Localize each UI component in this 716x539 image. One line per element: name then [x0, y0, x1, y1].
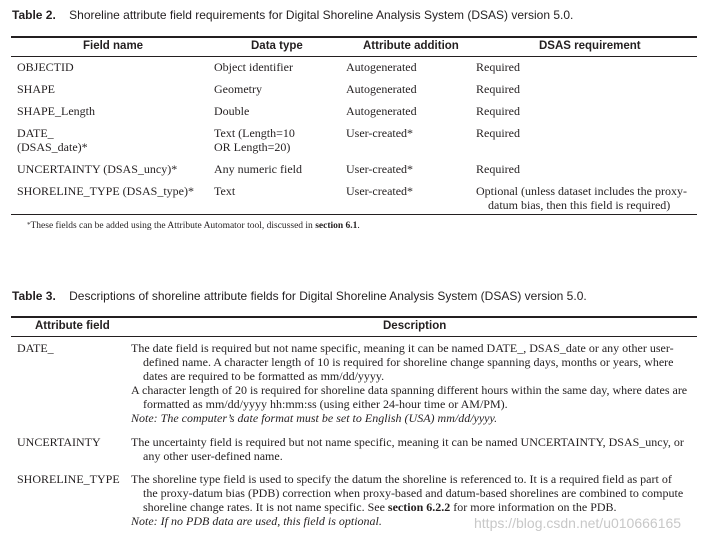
desc-note: Note: The computer’s date format must be set to English (USA) mm/dd/yyyy.: [131, 411, 498, 425]
desc-line: The date field is required but not name specific, meaning it can be named DATE_, DSAS_date or any other user-: [131, 341, 674, 355]
table3-field-uncertainty: UNCERTAINTY: [17, 435, 101, 449]
footnote-mark: *: [27, 221, 31, 229]
table3-header-attribute-field: Attribute field: [35, 320, 110, 332]
table2-cell: Optional (unless dataset includes the proxy-: [476, 184, 687, 198]
table2-title: Shoreline attribute field requirements for Digital Shoreline Analysis System (DSAS) version 5.0.: [69, 8, 574, 22]
table2-label: Table 2.: [12, 8, 56, 22]
table2-cell: (DSAS_date)*: [17, 140, 88, 154]
table2-cell: Autogenerated: [346, 82, 417, 96]
table2-cell: User-created*: [346, 162, 414, 176]
table2-cell: Required: [476, 104, 520, 118]
desc-line: formatted as mm/dd/yyyy hh:mm:ss (using either 24-hour time or AM/PM).: [143, 397, 508, 411]
table2-cell: Text (Length=10: [214, 126, 295, 140]
table3-caption: [12, 289, 587, 303]
table2-cell: SHAPE: [17, 82, 56, 96]
table3-title: Descriptions of shoreline attribute fields for Digital Shoreline Analysis System (DSAS) version 5.0.: [69, 289, 587, 303]
table2-cell: Required: [476, 162, 520, 176]
table2-cell: SHORELINE_TYPE (DSAS_type)*: [17, 184, 194, 198]
footnote-end: .: [357, 221, 360, 231]
table2-cell: Required: [476, 60, 520, 74]
watermark-url: https://blog.csdn.net/u010666165: [474, 515, 682, 531]
table2-cell: Autogenerated: [346, 104, 417, 118]
table2-bottom-rule: [11, 214, 697, 215]
table2-cell: Required: [476, 126, 520, 140]
desc-line: defined name. A character length of 10 is required for shoreline change spanning days, months or years, where: [143, 355, 674, 369]
footnote-section-ref: section 6.1: [315, 221, 358, 231]
table2-cell: DATE_: [17, 126, 54, 140]
desc-line: dates are required to be formatted as mm/dd/yyyy.: [143, 369, 385, 383]
table2-top-rule: [11, 36, 697, 38]
table3-field-date: DATE_: [17, 341, 54, 355]
table3-desc-date: [131, 341, 687, 425]
table2-cell: UNCERTAINTY (DSAS_uncy)*: [17, 162, 178, 176]
table2-cell: Autogenerated: [346, 60, 417, 74]
table2-cell: Any numeric field: [214, 162, 302, 176]
desc-note: Note: If no PDB data are used, this field is optional.: [131, 514, 382, 528]
table3-header-rule: [11, 336, 697, 337]
desc-line: any other user-defined name.: [143, 449, 283, 463]
table2-header-field-name: Field name: [83, 40, 144, 52]
table2-header-rule: [11, 56, 697, 57]
table3-label: Table 3.: [12, 289, 56, 303]
table2-cell: Text: [214, 184, 236, 198]
table2-cell: OR Length=20): [214, 140, 291, 154]
footnote-text: These fields can be added using the Attribute Automator tool, discussed in: [30, 221, 316, 231]
table2-footnote: [27, 221, 360, 231]
desc-line: The shoreline type field is used to specify the datum the shoreline is referenced to. It is a required field as part of: [131, 472, 672, 486]
table2-cell: User-created*: [346, 184, 414, 198]
desc-text: for more information on the PDB.: [450, 500, 617, 514]
table3-field-shoreline-type: SHORELINE_TYPE: [17, 472, 120, 486]
table2-cell: User-created*: [346, 126, 414, 140]
desc-line: the proxy-datum bias (PDB) correction when proxy-based and datum-based shorelines are combined to compute: [143, 486, 684, 500]
table2-cell: Double: [214, 104, 250, 118]
desc-line: The uncertainty field is required but not name specific, meaning it can be named UNCERTAINTY, DSAS_uncy, or: [131, 435, 684, 449]
table2-cell: Geometry: [214, 82, 262, 96]
table2-header-dsas-requirement: DSAS requirement: [539, 40, 641, 52]
table2-cell: OBJECTID: [17, 60, 74, 74]
table2-cell: Object identifier: [214, 60, 293, 74]
table2-header-attribute-addition: Attribute addition: [363, 40, 459, 52]
section-ref: section 6.2.2: [387, 500, 451, 514]
table2-cell: SHAPE_Length: [17, 104, 95, 118]
table3-header-description: Description: [383, 320, 447, 332]
table2-cell: Required: [476, 82, 520, 96]
table2-header-data-type: Data type: [251, 40, 303, 52]
table2-cell: datum bias, then this field is required): [488, 198, 671, 212]
desc-line: A character length of 20 is required for shoreline data spanning different hours within the same day, where dates are: [131, 383, 688, 397]
desc-text: shoreline change rates. It is not name specific. See: [143, 500, 388, 514]
desc-line: [131, 500, 683, 514]
table3-desc-uncertainty: [131, 435, 684, 463]
table3-top-rule: [11, 316, 697, 318]
table2-caption: [12, 8, 573, 22]
